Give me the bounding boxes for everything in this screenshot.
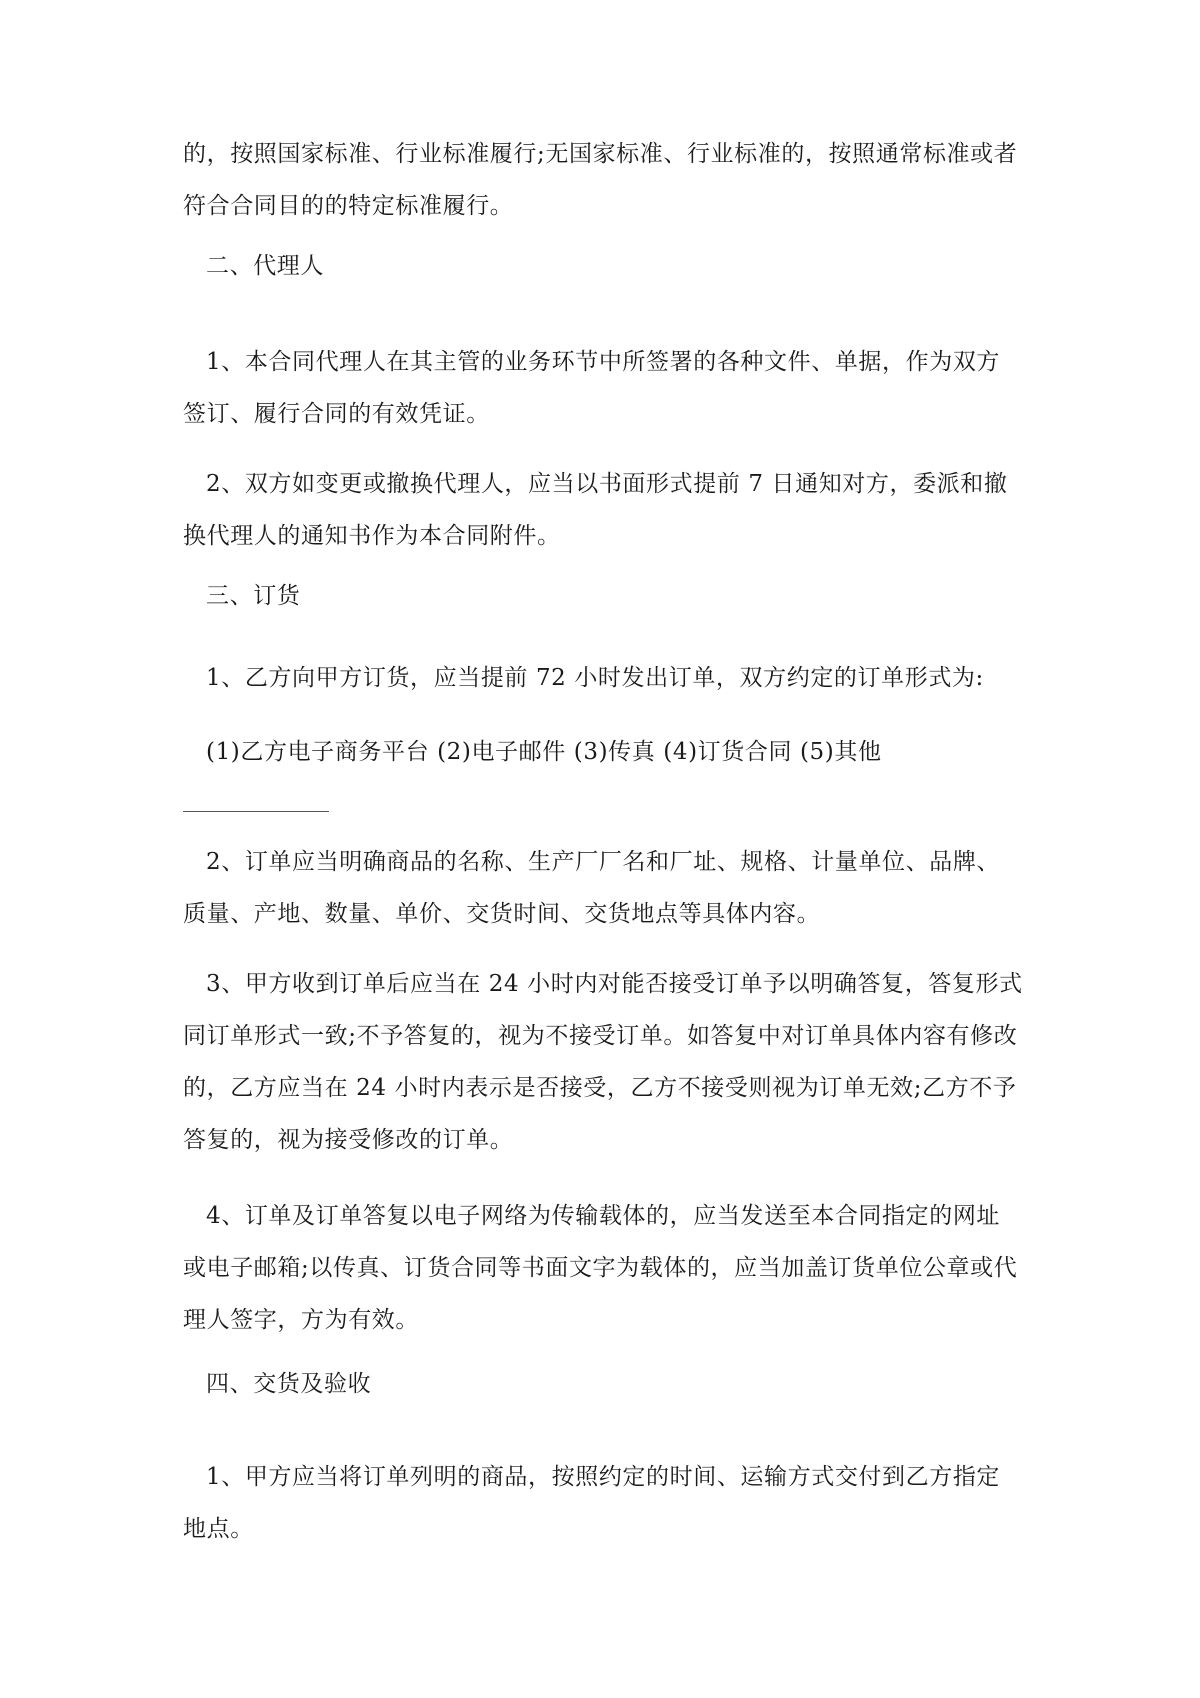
order-form-options: (1)乙方电子商务平台 (2)电子邮件 (3)传真 (4)订货合同 (5)其他 — [206, 739, 882, 765]
paragraph-agent-2: 2、双方如变更或撤换代理人，应当以书面形式提前 7 日通知对方，委派和撤换代理人的通知书作为本合同附件。 — [183, 471, 1008, 549]
section-heading-agent: 二、代理人 — [206, 253, 324, 279]
section-heading-order: 三、订货 — [206, 583, 301, 609]
paragraph-continuation: 的，按照国家标准、行业标准履行;无国家标准、行业标准的，按照通常标准或者符合合同目的的特定标准履行。 — [183, 141, 1018, 219]
paragraph-order-4: 4、订单及订单答复以电子网络为传输载体的，应当发送至本合同指定的网址或电子邮箱;以传真、订货合同等书面文字为载体的，应当加盖订货单位公章或代理人签字，方为有效。 — [183, 1203, 1018, 1333]
section-heading-delivery: 四、交货及验收 — [206, 1371, 372, 1397]
paragraph-delivery-1: 1、甲方应当将订单列明的商品，按照约定的时间、运输方式交付到乙方指定地点。 — [183, 1464, 1001, 1542]
paragraph-order-3: 3、甲方收到订单后应当在 24 小时内对能否接受订单予以明确答复，答复形式同订单形式一致;不予答复的，视为不接受订单。如答复中对订单具体内容有修改的，乙方应当在 24 小时内表示是否接受，乙方不接受则视为订单无效;乙方不予答复的，视为接受修改的订单。 — [183, 971, 1023, 1153]
paragraph-agent-1: 1、本合同代理人在其主管的业务环节中所签署的各种文件、单据，作为双方签订、履行合同的有效凭证。 — [183, 349, 1001, 427]
paragraph-order-1: 1、乙方向甲方订货，应当提前 72 小时发出订单，双方约定的订单形式为: — [206, 665, 984, 691]
paragraph-order-2: 2、订单应当明确商品的名称、生产厂厂名和厂址、规格、计量单位、品牌、质量、产地、数量、单价、交货时间、交货地点等具体内容。 — [183, 849, 1001, 927]
blank-fill-line — [183, 811, 329, 812]
